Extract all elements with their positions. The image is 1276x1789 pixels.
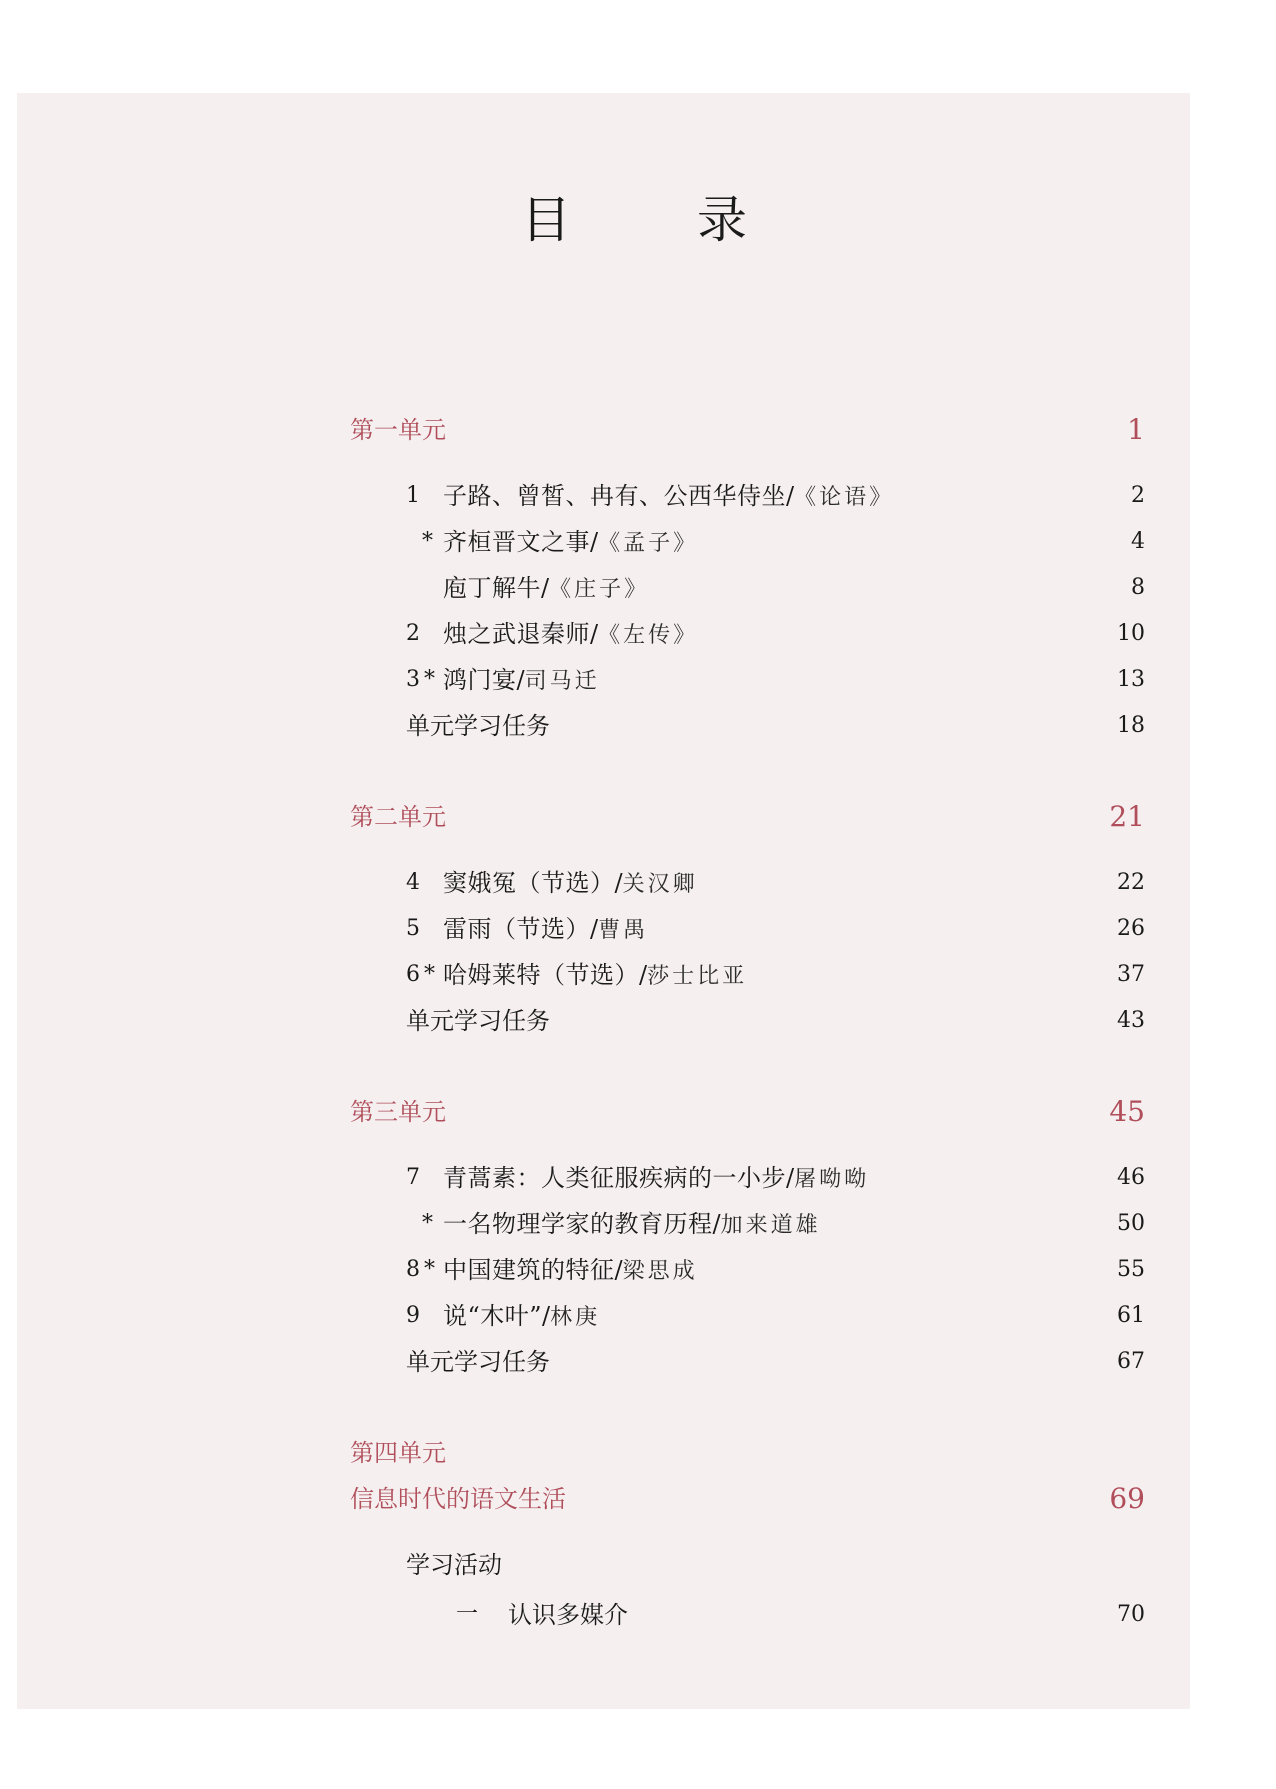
activity-heading: 学习活动 <box>406 1551 502 1579</box>
entry-page-number: 67 <box>1117 1349 1145 1374</box>
entry-title: 窦娥冤（节选） <box>443 869 615 897</box>
unit-task-entry[interactable] <box>350 1001 1145 1041</box>
entry-title: 哈姆莱特（节选） <box>443 961 639 989</box>
entry-author: 《左传》 <box>598 623 699 648</box>
lesson-number: 7 <box>406 1165 420 1190</box>
entry-title-line <box>443 909 648 951</box>
unit-heading-1[interactable] <box>350 410 1145 450</box>
separator: / <box>590 620 599 648</box>
page-title: 目 录 <box>521 191 785 249</box>
unit-task-entry[interactable] <box>350 706 1145 746</box>
separator: / <box>590 528 599 556</box>
unit-task-entry[interactable] <box>350 1342 1145 1382</box>
toc-entry[interactable] <box>350 1158 1145 1198</box>
entry-title: 烛之武退秦师 <box>443 620 590 648</box>
entry-page-number: 10 <box>1117 621 1145 646</box>
task-title: 单元学习任务 <box>406 1007 550 1035</box>
entry-title-line <box>443 1250 698 1292</box>
entry-title-line <box>443 1158 869 1200</box>
entry-page-number: 70 <box>1117 1602 1145 1627</box>
entry-author: 梁思成 <box>622 1259 698 1284</box>
toc-entry[interactable] <box>350 909 1145 949</box>
task-title: 单元学习任务 <box>406 712 550 740</box>
lesson-number: 9 <box>406 1303 420 1328</box>
toc-entry[interactable] <box>350 568 1145 608</box>
entry-title: 雷雨（节选） <box>443 915 590 943</box>
toc-entry[interactable] <box>350 522 1145 562</box>
entry-title-line <box>443 660 600 702</box>
optional-star: * <box>422 529 433 554</box>
lesson-number: 6 <box>406 962 420 987</box>
lesson-number: 1 <box>406 483 420 508</box>
entry-title: 子路、曾皙、冉有、公西华侍坐 <box>443 482 786 510</box>
optional-star: * <box>422 1211 433 1236</box>
unit-heading-2[interactable] <box>350 797 1145 837</box>
separator: / <box>590 915 599 943</box>
separator: / <box>614 869 623 897</box>
unit-heading-4[interactable] <box>350 1433 1145 1473</box>
entry-author: 莎士比亚 <box>647 964 748 989</box>
entry-title-line <box>443 955 747 997</box>
entry-author: 关汉卿 <box>622 872 698 897</box>
optional-star: * <box>424 962 435 987</box>
unit-label: 第二单元 <box>350 803 446 831</box>
unit-page-number: 1 <box>1127 413 1145 446</box>
optional-star: * <box>424 667 435 692</box>
entry-author: 《论语》 <box>794 485 895 510</box>
lesson-number: 2 <box>406 621 420 646</box>
toc-entry[interactable] <box>350 1204 1145 1244</box>
separator: / <box>542 1302 551 1330</box>
activity-entry[interactable] <box>350 1595 1145 1635</box>
toc-entry[interactable] <box>350 660 1145 700</box>
entry-page-number: 50 <box>1117 1211 1145 1236</box>
unit-page-number: 21 <box>1109 800 1145 833</box>
toc-entry[interactable] <box>350 1296 1145 1336</box>
separator: / <box>786 1164 795 1192</box>
separator: / <box>541 574 550 602</box>
lesson-number: 4 <box>406 870 420 895</box>
unit-page-number: 69 <box>1109 1482 1145 1515</box>
entry-page-number: 26 <box>1117 916 1145 941</box>
entry-page-number: 13 <box>1117 667 1145 692</box>
entry-author: 《庄子》 <box>549 577 650 602</box>
entry-title: 鸿门宴 <box>443 666 517 694</box>
separator: / <box>614 1256 623 1284</box>
entry-title-line <box>443 1204 821 1246</box>
toc-entry[interactable] <box>350 614 1145 654</box>
entry-page-number: 43 <box>1117 1008 1145 1033</box>
toc-entry[interactable] <box>350 955 1145 995</box>
entry-page-number: 37 <box>1117 962 1145 987</box>
task-title: 单元学习任务 <box>406 1348 550 1376</box>
entry-title: 庖丁解牛 <box>443 574 541 602</box>
entry-title-line <box>443 568 649 610</box>
entry-page-number: 55 <box>1117 1257 1145 1282</box>
entry-title-line <box>443 522 698 564</box>
optional-star: * <box>424 1257 435 1282</box>
entry-page-number: 46 <box>1117 1165 1145 1190</box>
unit-subtitle-row[interactable] <box>350 1479 1145 1519</box>
separator: / <box>516 666 525 694</box>
entry-title: 青蒿素：人类征服疾病的一小步 <box>443 1164 786 1192</box>
activity-heading-row <box>350 1545 1145 1585</box>
activity-marker: 一 <box>456 1602 479 1627</box>
toc-entry[interactable] <box>350 863 1145 903</box>
lesson-number: 5 <box>406 916 420 941</box>
lesson-number: 3 <box>406 667 420 692</box>
separator: / <box>639 961 648 989</box>
toc-entry[interactable] <box>350 476 1145 516</box>
entry-author: 《孟子》 <box>598 531 699 556</box>
unit-label: 第一单元 <box>350 416 446 444</box>
toc-entry[interactable] <box>350 1250 1145 1290</box>
unit-subtitle: 信息时代的语文生活 <box>350 1485 566 1513</box>
entry-page-number: 18 <box>1117 713 1145 738</box>
entry-page-number: 61 <box>1117 1303 1145 1328</box>
entry-page-number: 2 <box>1131 483 1145 508</box>
unit-heading-3[interactable] <box>350 1092 1145 1132</box>
entry-author: 林庚 <box>550 1305 601 1330</box>
separator: / <box>786 482 795 510</box>
entry-title: 一名物理学家的教育历程 <box>443 1210 713 1238</box>
entry-title-line <box>443 863 698 905</box>
entry-title: 中国建筑的特征 <box>443 1256 615 1284</box>
entry-title: 齐桓晋文之事 <box>443 528 590 556</box>
entry-author: 加来道雄 <box>720 1213 821 1238</box>
entry-author: 曹禺 <box>598 918 649 943</box>
entry-author: 屠呦呦 <box>794 1167 870 1192</box>
entry-title-line <box>443 614 698 656</box>
unit-label: 第三单元 <box>350 1098 446 1126</box>
entry-page-number: 22 <box>1117 870 1145 895</box>
activity-title: 认识多媒介 <box>508 1601 628 1629</box>
entry-title-line <box>443 476 894 518</box>
unit-label: 第四单元 <box>350 1439 446 1467</box>
entry-page-number: 4 <box>1131 529 1145 554</box>
lesson-number: 8 <box>406 1257 420 1282</box>
separator: / <box>712 1210 721 1238</box>
unit-page-number: 45 <box>1109 1095 1145 1128</box>
entry-title-line <box>443 1296 600 1338</box>
entry-author: 司马迁 <box>524 669 600 694</box>
entry-title: 说“木叶” <box>443 1302 543 1330</box>
entry-page-number: 8 <box>1131 575 1145 600</box>
